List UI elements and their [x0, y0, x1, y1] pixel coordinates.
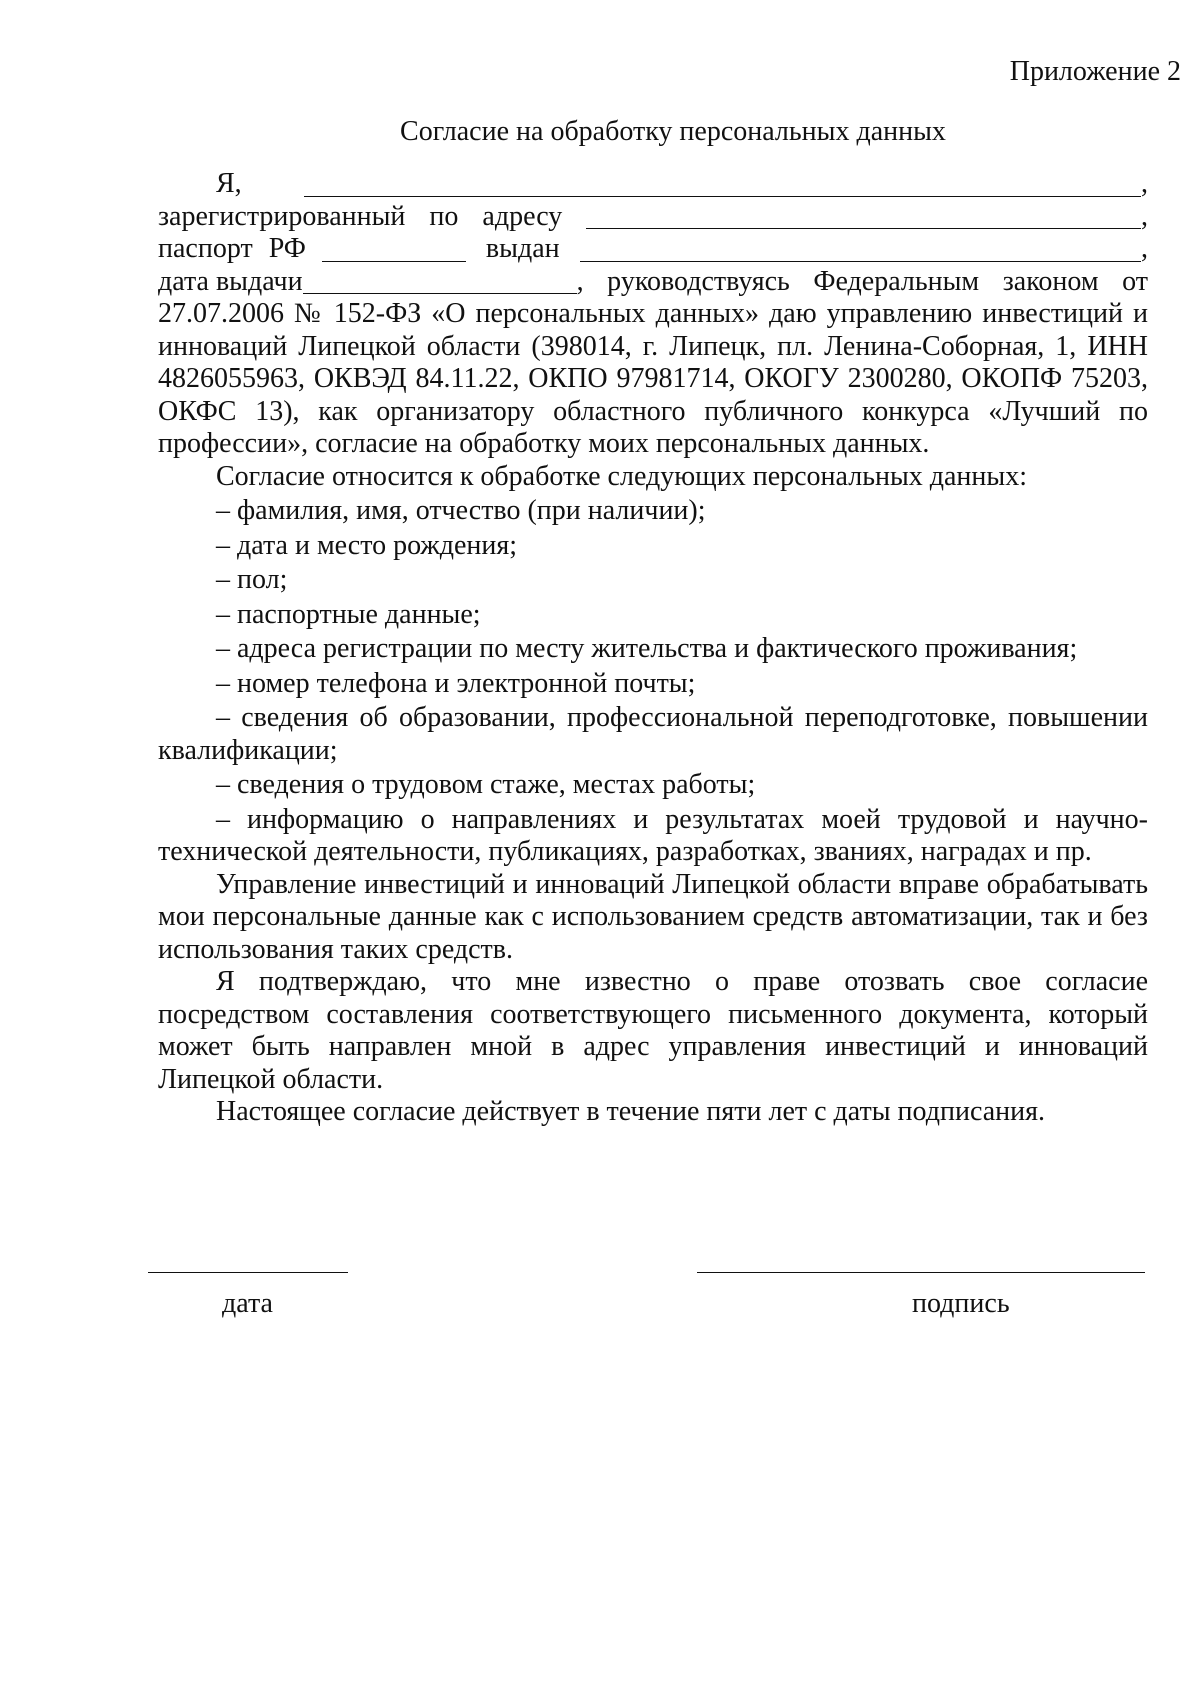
list-item: – пол; — [216, 564, 288, 595]
list-item: – фамилия, имя, отчество (при наличии); — [216, 495, 706, 526]
date-signature-line[interactable] — [148, 1272, 348, 1273]
address-blank[interactable] — [586, 202, 1141, 229]
list-item: – адреса регистрации по месту жительства и фактического проживания; — [216, 633, 1078, 664]
comma: , — [1141, 200, 1148, 232]
validity-paragraph: Настоящее согласие действует в течение пяти лет с даты подписания. — [216, 1096, 1045, 1127]
issue-date-blank[interactable] — [303, 267, 577, 294]
revocation-paragraph: Я подтверждаю, что мне известно о праве отозвать свое согласие посредством составления соответствующего письменного документа, который может быть направлен мной в адрес управления инвестиций и инноваций Липецкой области. — [158, 966, 1148, 1095]
data-list — [158, 495, 1148, 869]
signature-block — [0, 1272, 1200, 1332]
law-reference-start: , руководствуясь Федеральным законом от — [576, 265, 1148, 297]
issue-date-field-row — [158, 266, 1148, 299]
address-label: адресу — [482, 200, 563, 232]
list-item: – паспортные данные; — [216, 598, 481, 630]
address-field-row — [158, 201, 1148, 234]
list-item: – номер телефона и электронной почты; — [216, 667, 696, 699]
list-intro: Согласие относится к обработке следующих персональных данных: — [216, 460, 1027, 492]
po-label: по — [429, 200, 459, 232]
list-item: – дата и место рождения; — [216, 529, 518, 561]
registered-label: зарегистрированный — [158, 200, 406, 232]
passport-number-blank[interactable] — [322, 235, 466, 262]
passport-field-row — [158, 233, 1148, 266]
name-field-row — [158, 168, 1148, 201]
comma: , — [1141, 168, 1148, 199]
signature-line[interactable] — [697, 1272, 1145, 1273]
intro-paragraph: 27.07.2006 № 152-ФЗ «О персональных данных» даю управлению инвестиций и инноваций Липецкой области (398014, г. Липецк, пл. Ленина-Соборная, 1, ИНН 4826055963, ОКВЭД 84.11.22, ОКПО 97981714, ОКОГУ 2300280, ОКОПФ 75203, ОКФС 13), как организатору областного публичного конкурса «Лучший по профессии», согласие на обработку моих персональных данных. — [158, 298, 1148, 459]
rf-label: РФ — [268, 233, 306, 264]
document-title: Согласие на обработку персональных данных — [400, 116, 946, 147]
ya-label: Я, — [216, 168, 242, 199]
date-caption: дата — [222, 1288, 273, 1319]
comma: , — [1141, 233, 1148, 264]
issued-by-blank[interactable] — [580, 235, 1141, 262]
passport-label: паспорт — [158, 233, 253, 264]
list-item: – сведения об образовании, профессиональной переподготовке, повышении квалификации; — [158, 702, 1148, 766]
list-item: – сведения о трудовом стаже, местах работы; — [216, 769, 756, 800]
issue-date-label: дата выдачи — [158, 265, 303, 297]
processing-paragraph: Управление инвестиций и инноваций Липецкой области вправе обрабатывать мои персональные данные как с использованием средств автоматизации, так и без использования таких средств. — [158, 868, 1148, 965]
list-item: – информацию о направлениях и результатах моей трудовой и научно-технической деятельности, публикациях, разработках, званиях, наградах и пр. — [158, 803, 1148, 867]
appendix-label: Приложение 2 — [1009, 56, 1181, 87]
issued-label: выдан — [485, 233, 560, 264]
full-name-blank[interactable] — [304, 170, 1141, 197]
signature-caption: подпись — [912, 1288, 1010, 1319]
document-page — [158, 56, 1181, 1129]
